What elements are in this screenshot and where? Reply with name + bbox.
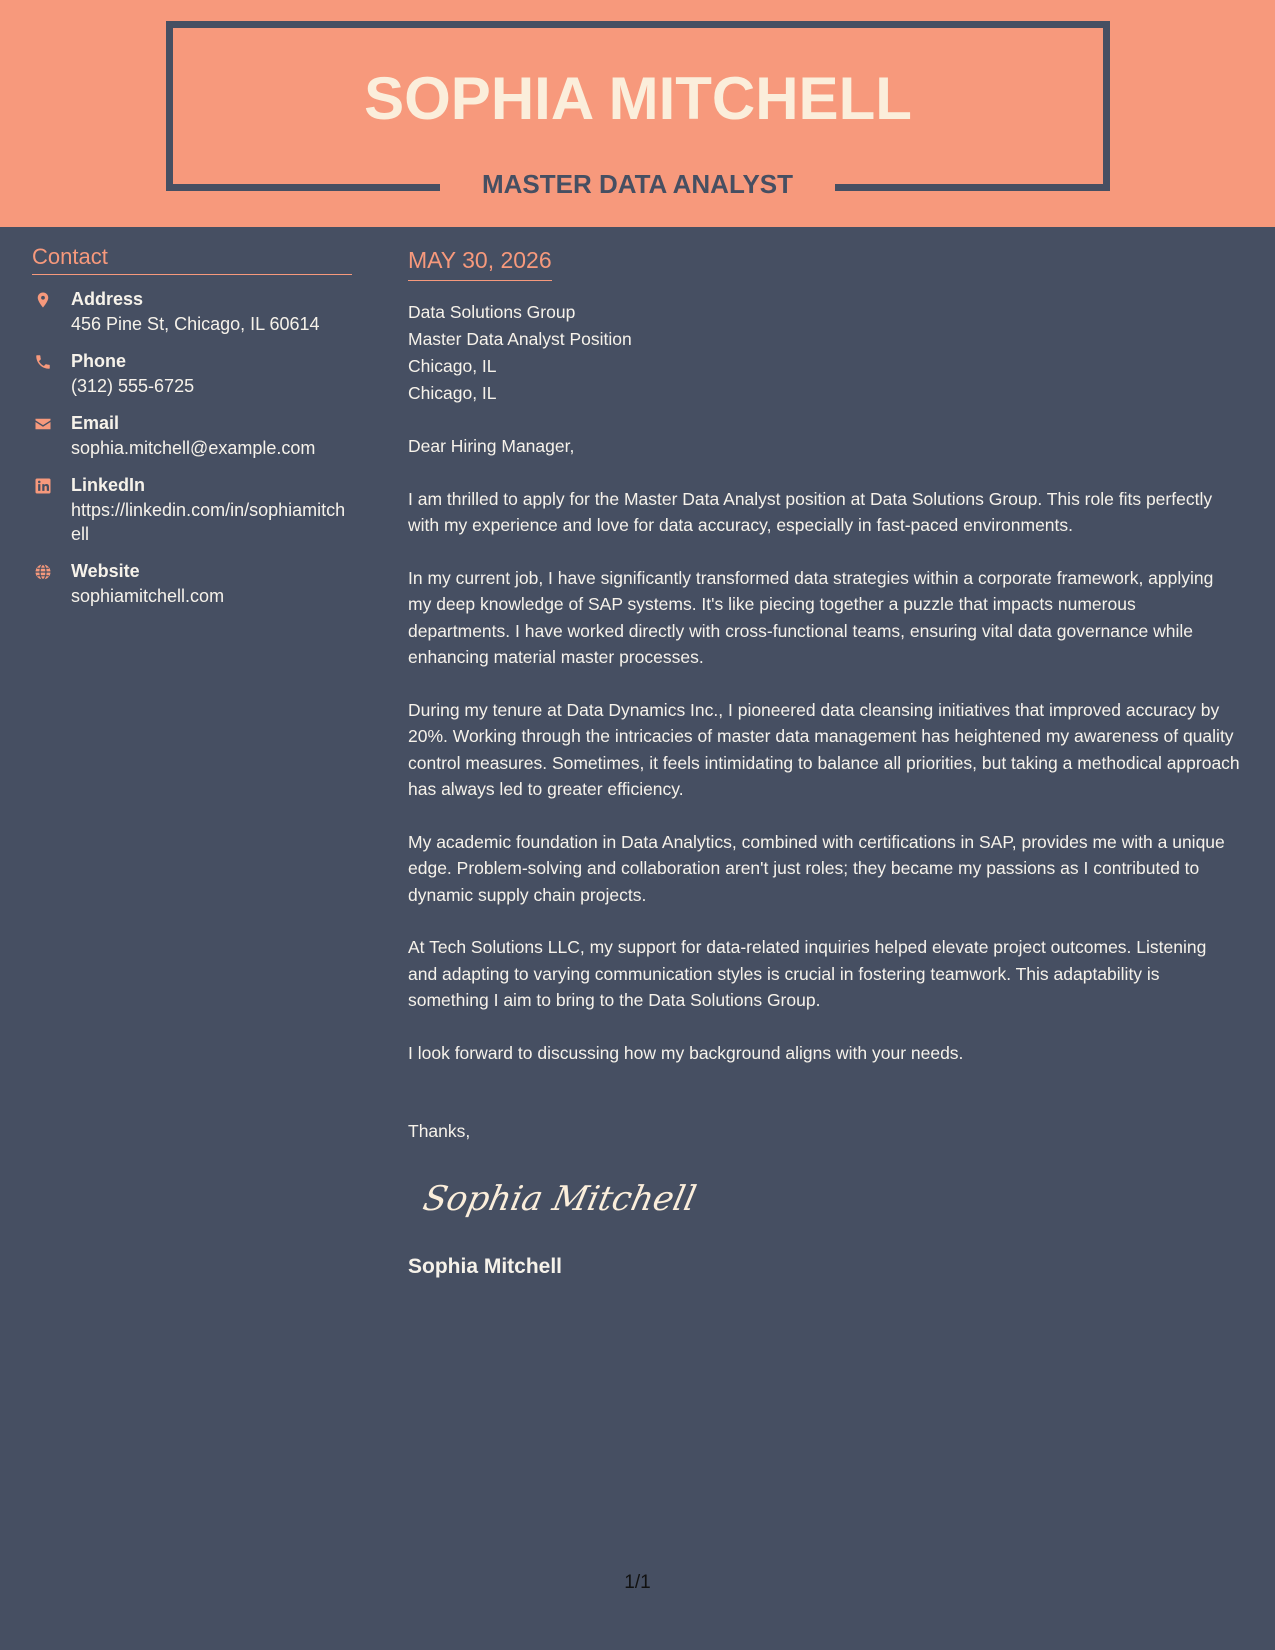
job-title: MASTER DATA ANALYST [481, 169, 794, 199]
contact-item-phone [32, 349, 352, 398]
paragraph: I look forward to discussing how my background aligns with your needs. [408, 1042, 964, 1063]
contact-label: Email [71, 413, 120, 433]
contact-item-address [32, 287, 352, 336]
phone-icon [34, 353, 52, 371]
header-banner [0, 0, 1275, 227]
website-value[interactable]: sophiamitchell.com [71, 586, 225, 606]
applicant-name: SOPHIA MITCHELL [364, 65, 912, 132]
salutation: Dear Hiring Manager, [408, 436, 575, 456]
recipient-position: Master Data Analyst Position [408, 329, 632, 349]
header-frame-bottom-left [166, 184, 440, 191]
letter-date: MAY 30, 2026 [408, 245, 552, 281]
map-pin-icon [34, 291, 52, 309]
contact-label: Website [71, 561, 140, 581]
signature-text: Sophia Mitchell [419, 1179, 700, 1219]
phone-value: (312) 555-6725 [71, 376, 195, 396]
header-frame-bottom-right [835, 184, 1110, 191]
linkedin-value[interactable]: https://linkedin.com/in/sophiamitchell [71, 500, 346, 544]
closing: Thanks, [408, 1121, 471, 1141]
globe-icon [34, 563, 52, 581]
contact-label: Address [71, 289, 144, 309]
signature-image [418, 1170, 700, 1230]
recipient-city: Chicago, IL [408, 356, 497, 376]
recipient-city: Chicago, IL [408, 383, 497, 403]
paragraph: I am thrilled to apply for the Master Data Analyst position at Data Solutions Group. This role fits perfectly with my experience and love for data accuracy, especially in fast-paced environments. [408, 488, 1213, 535]
contact-item-linkedin [32, 473, 352, 546]
page-number: 1/1 [624, 1572, 651, 1593]
signer-name: Sophia Mitchell [408, 1255, 563, 1278]
paragraph: In my current job, I have significantly transformed data strategies within a corporate framework, applying my deep knowledge of SAP systems. It's like piecing together a puzzle that impacts numerous departments. I have worked directly with cross-functional teams, ensuring vital data governance while enhancing material master processes. [408, 567, 1214, 667]
linkedin-icon [34, 477, 52, 495]
email-value[interactable]: sophia.mitchell@example.com [71, 438, 316, 458]
envelope-icon [34, 415, 52, 433]
letter-body [408, 245, 1240, 1281]
paragraph: At Tech Solutions LLC, my support for data-related inquiries helped elevate project outcomes. Listening and adapting to varying communication styles is crucial in fostering teamwork. This adaptability is something I aim to bring to the Data Solutions Group. [408, 937, 1207, 1010]
recipient-block [408, 299, 1240, 407]
contact-label: LinkedIn [71, 475, 146, 495]
contact-sidebar [32, 243, 352, 621]
contact-item-website [32, 559, 352, 608]
contact-item-email [32, 411, 352, 460]
address-value: 456 Pine St, Chicago, IL 60614 [71, 314, 320, 334]
paragraph: During my tenure at Data Dynamics Inc., I pioneered data cleansing initiatives that improved accuracy by 20%. Working through the intricacies of master data management has heightened my awareness of quality control measures. Sometimes, it feels intimidating to balance all priorities, but taking a methodical approach has always led to greater efficiency. [408, 699, 1240, 799]
contact-heading: Contact [32, 243, 352, 275]
recipient-company: Data Solutions Group [408, 302, 576, 322]
paragraph: My academic foundation in Data Analytics, combined with certifications in SAP, provides me with a unique edge. Problem-solving and collaboration aren't just roles; they became my passions as I contributed to dynamic supply chain projects. [408, 831, 1225, 905]
contact-label: Phone [71, 351, 127, 371]
